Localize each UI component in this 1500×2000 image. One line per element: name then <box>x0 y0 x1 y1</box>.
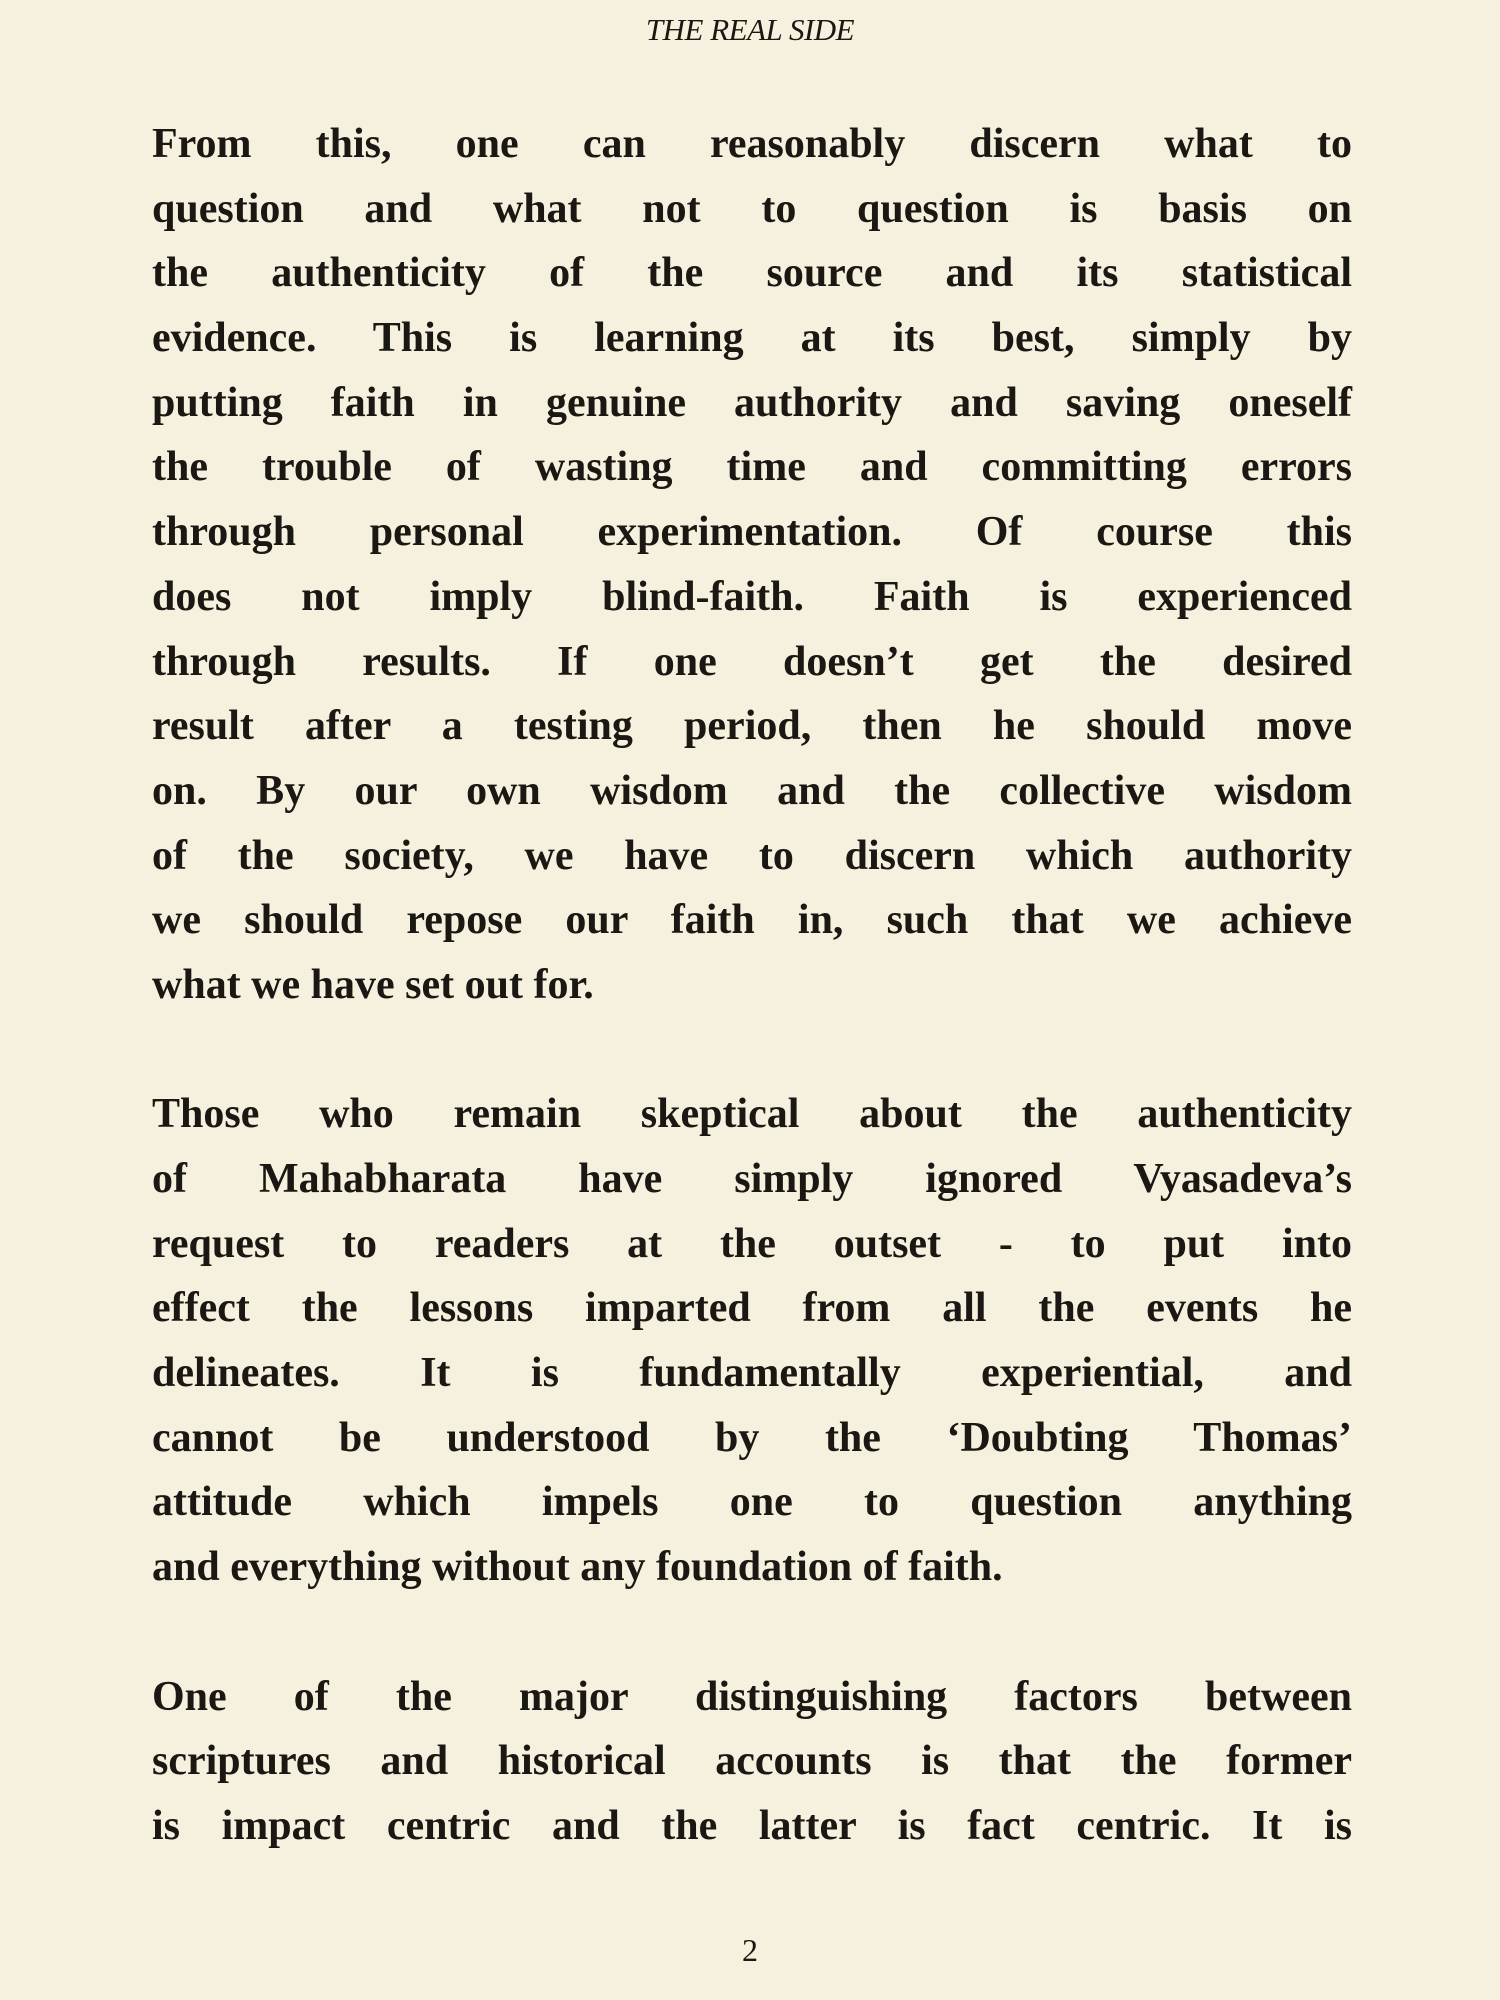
text-line: scriptures and historical accounts is that the former <box>152 1738 1352 1785</box>
paragraph <box>152 1665 1352 1859</box>
paragraph <box>152 1082 1352 1600</box>
text-line: attitude which impels one to question anything <box>152 1479 1352 1526</box>
text-line: effect the lessons imparted from all the events he <box>152 1285 1352 1332</box>
page-number: 2 <box>742 1932 758 1968</box>
text-line: question and what not to question is basis on <box>152 185 1352 232</box>
text-line: the authenticity of the source and its statistical <box>152 250 1352 297</box>
text-line: what we have set out for. <box>152 961 594 1008</box>
text-line: cannot be understood by the ‘Doubting Thomas’ <box>152 1414 1352 1461</box>
text-line: request to readers at the outset - to put into <box>152 1220 1352 1267</box>
text-line: result after a testing period, then he should move <box>152 703 1352 750</box>
text-line: evidence. This is learning at its best, simply by <box>152 315 1352 362</box>
text-line: through personal experimentation. Of course this <box>152 509 1352 556</box>
text-line: putting faith in genuine authority and saving oneself <box>152 379 1352 426</box>
text-line: the trouble of wasting time and committing errors <box>152 444 1352 491</box>
paragraph <box>152 112 1352 1018</box>
text-line: of the society, we have to discern which authority <box>152 832 1352 879</box>
text-line: Those who remain skeptical about the authenticity <box>152 1091 1352 1138</box>
text-line: delineates. It is fundamentally experiential, and <box>152 1350 1352 1397</box>
text-line: through results. If one doesn’t get the desired <box>152 638 1352 685</box>
text-line: does not imply blind-faith. Faith is experienced <box>152 573 1352 620</box>
text-line: on. By our own wisdom and the collective wisdom <box>152 767 1352 814</box>
running-header: THE REAL SIDE <box>645 12 855 47</box>
text-line: One of the major distinguishing factors between <box>152 1673 1352 1720</box>
body-text <box>152 112 1352 1923</box>
text-line: From this, one can reasonably discern what to <box>152 121 1352 167</box>
text-line: we should repose our faith in, such that we achieve <box>152 897 1352 944</box>
text-line: of Mahabharata have simply ignored Vyasadeva’s <box>152 1156 1352 1202</box>
text-line: and everything without any foundation of faith. <box>152 1544 1003 1591</box>
text-line: is impact centric and the latter is fact centric. It is <box>152 1802 1352 1849</box>
